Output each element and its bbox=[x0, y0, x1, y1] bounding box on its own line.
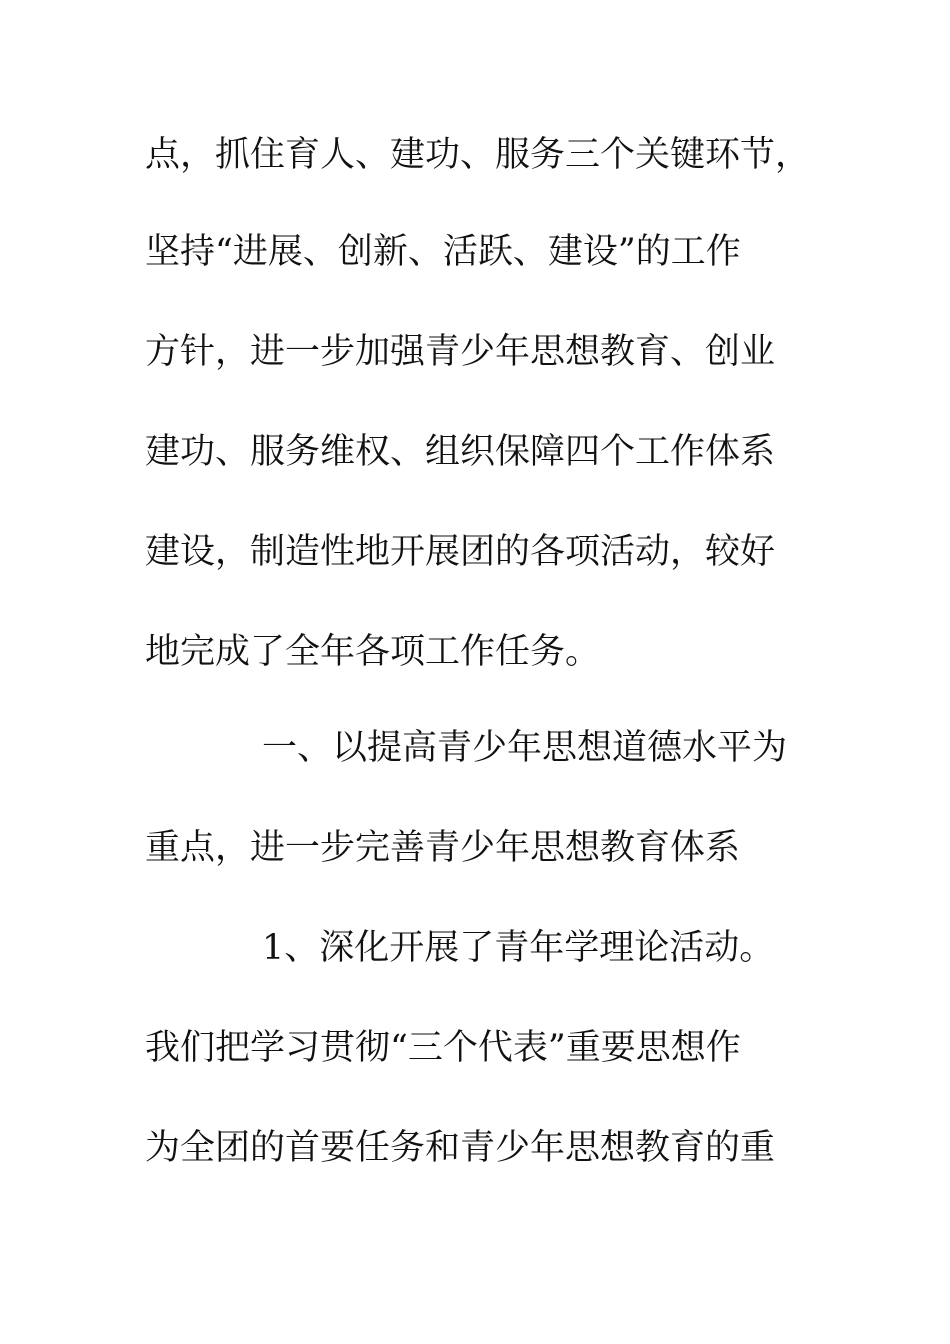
paragraph-line-2: 坚持“进展、创新、活跃、建设”的工作 bbox=[145, 232, 741, 272]
paragraph-line-1: 点，抓住育人、建功、服务三个关键环节， bbox=[145, 135, 811, 175]
subsection-heading: 1、深化开展了青年学理论活动。 bbox=[262, 928, 775, 968]
paragraph-line-8: 为全团的首要任务和青少年思想教育的重 bbox=[145, 1128, 776, 1168]
paragraph-line-6: 地完成了全年各项工作任务。 bbox=[145, 632, 601, 672]
section-heading-line-1: 一、以提高青少年思想道德水平为 bbox=[262, 728, 788, 768]
paragraph-line-7: 我们把学习贯彻“三个代表”重要思想作 bbox=[145, 1028, 741, 1068]
paragraph-line-3: 方针，进一步加强青少年思想教育、创业 bbox=[145, 332, 776, 372]
paragraph-line-4: 建功、服务维权、组织保障四个工作体系 bbox=[145, 432, 776, 472]
paragraph-line-5: 建设，制造性地开展团的各项活动，较好 bbox=[145, 532, 776, 572]
section-heading-line-2: 重点，进一步完善青少年思想教育体系 bbox=[145, 828, 741, 868]
